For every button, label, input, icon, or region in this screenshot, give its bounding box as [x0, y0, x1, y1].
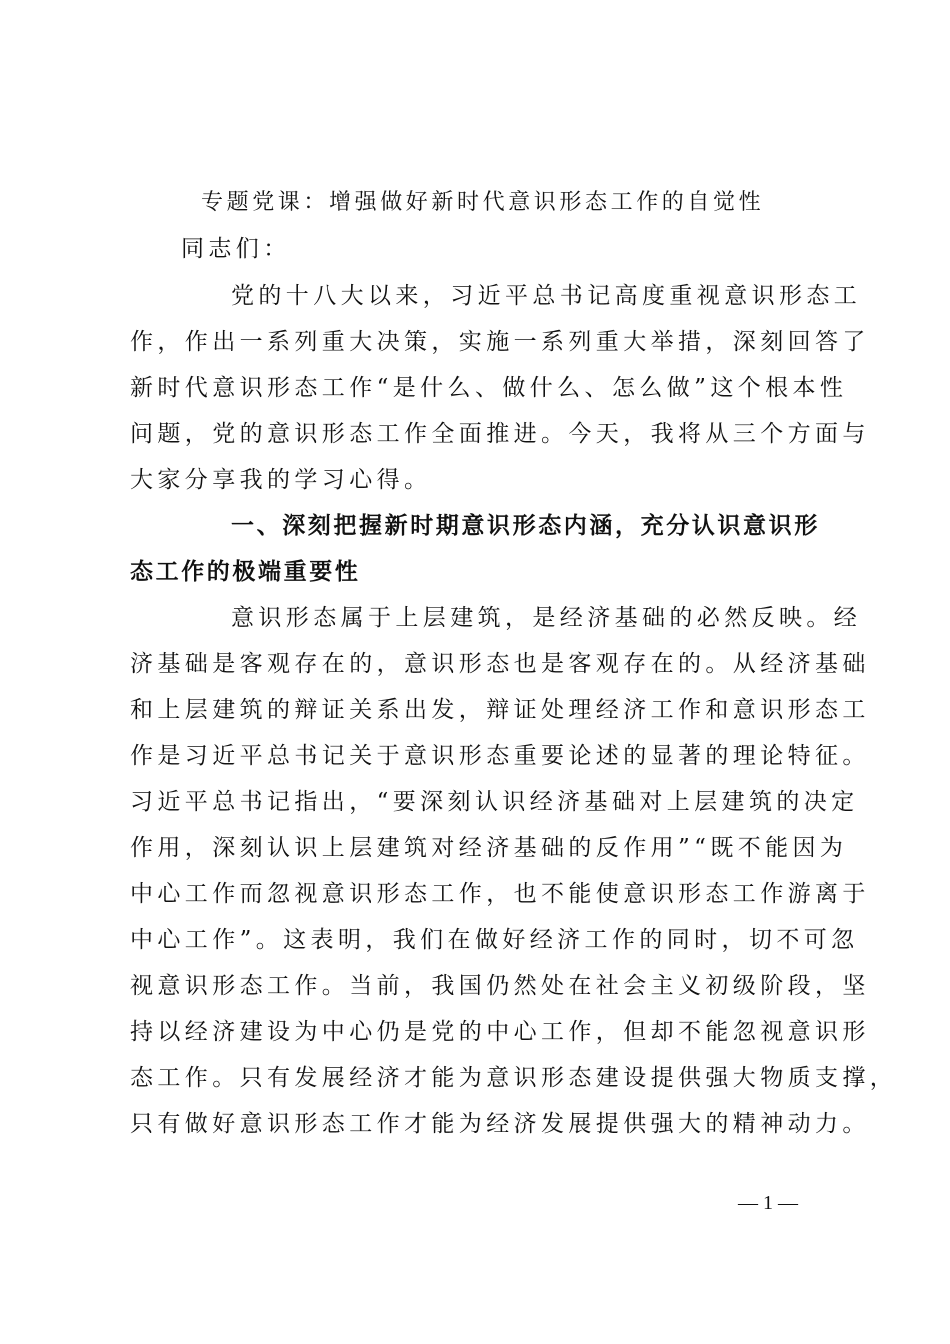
intro-line: 党的十八大以来，习近平总书记高度重视意识形态工 — [231, 283, 862, 309]
intro-line: 新时代意识形态工作“是什么、做什么、怎么做”这个根本性 — [130, 375, 848, 401]
body-line: 中心工作”。这表明，我们在做好经济工作的同时，切不可忽 — [130, 927, 859, 953]
body-line: 和上层建筑的辩证关系出发，辩证处理经济工作和意识形态工 — [130, 697, 870, 723]
body-line: 作是习近平总书记关于意识形态重要论述的显著的理论特征。 — [130, 743, 870, 769]
body-line: 作用，深刻认识上层建筑对经济基础的反作用”“既不能因为 — [130, 835, 848, 861]
page-number: — 1 — — [738, 1192, 798, 1214]
body-line: 济基础是客观存在的，意识形态也是客观存在的。从经济基础 — [130, 651, 870, 677]
section-heading-line: 态工作的极端重要性 — [130, 559, 361, 585]
intro-line: 作，作出一系列重大决策，实施一系列重大举措，深刻回答了 — [130, 329, 870, 355]
intro-line: 问题，党的意识形态工作全面推进。今天，我将从三个方面与 — [130, 421, 870, 447]
document-title: 专题党课：增强做好新时代意识形态工作的自觉性 — [201, 190, 765, 215]
body-line: 中心工作而忽视意识形态工作，也不能使意识形态工作游离于 — [130, 881, 870, 907]
body-line: 习近平总书记指出，“要深刻认识经济基础对上层建筑的决定 — [130, 789, 859, 815]
body-line: 视意识形态工作。当前，我国仍然处在社会主义初级阶段，坚 — [130, 973, 870, 999]
body-line: 持以经济建设为中心仍是党的中心工作，但却不能忽视意识形 — [130, 1019, 870, 1045]
section-heading-line: 一、深刻把握新时期意识形态内涵，充分认识意识形 — [231, 513, 820, 539]
body-line: 只有做好意识形态工作才能为经济发展提供强大的精神动力。 — [130, 1111, 870, 1137]
salutation: 同志们： — [181, 236, 291, 262]
body-line: 态工作。只有发展经济才能为意识形态建设提供强大物质支撑， — [130, 1065, 898, 1091]
body-line: 意识形态属于上层建筑，是经济基础的必然反映。经 — [231, 605, 862, 631]
intro-line: 大家分享我的学习心得。 — [130, 467, 432, 493]
